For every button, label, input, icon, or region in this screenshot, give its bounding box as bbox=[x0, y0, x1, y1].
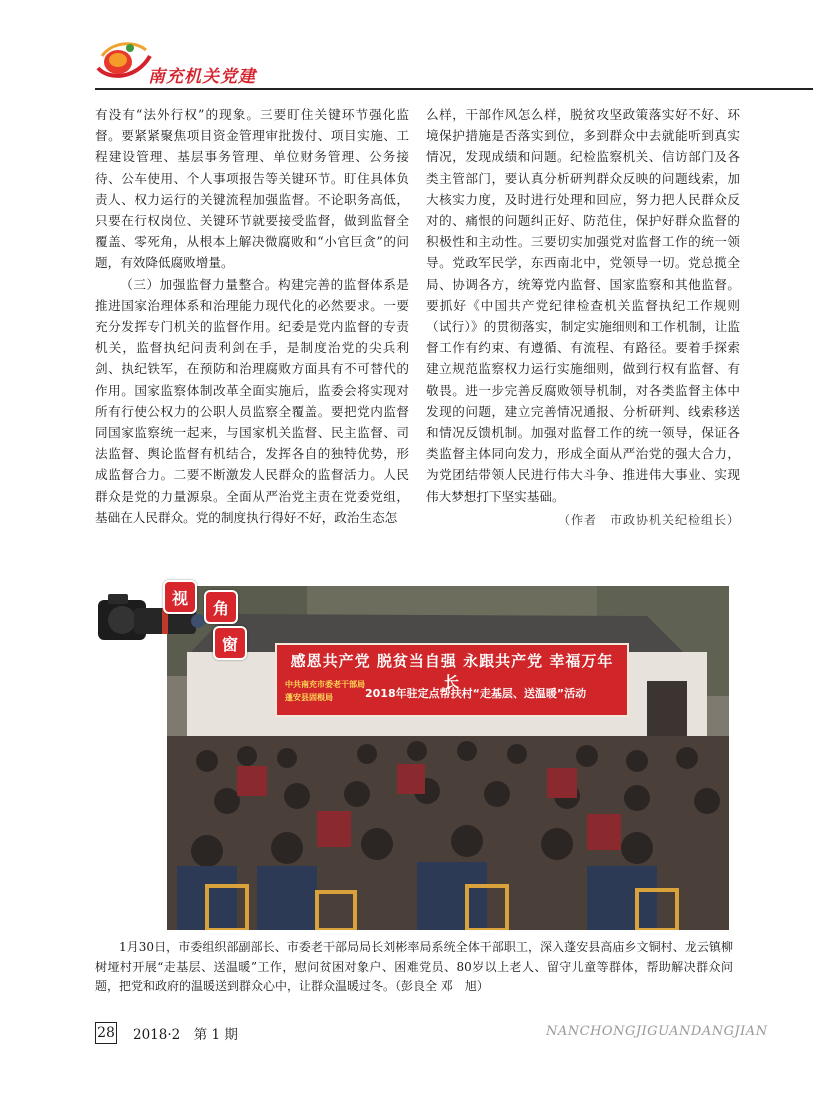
red-banner bbox=[275, 643, 629, 717]
page-number: 28 bbox=[95, 1022, 117, 1044]
event-photo bbox=[167, 586, 729, 930]
magazine-title: 南充机关党建 bbox=[148, 67, 256, 87]
article-right-column bbox=[426, 104, 740, 531]
photo-caption bbox=[95, 938, 733, 997]
magazine-logo-icon bbox=[96, 36, 152, 86]
paragraph: 么样，干部作风怎么样，脱贫攻坚政策落实好不好、环境保护措施是否落实到位，多到群众中去就能听到真实情况，发现成绩和问题。纪检监察机关、信访部门及各类主管部门，要认真分析研判群众反映的问题线索，加大核实力度，及时进行处理和回应，努力把人民群众反对的、痛恨的问题纠正好、防范住，保护好群众监督的积极性和主动性。三要切实加强党对监督工作的统一领导。党政军民学，东西南北中，党领导一切。党总揽全局、协调各方，统筹党内监督、国家监察和其他监督。要抓好《中国共产党纪律检查机关监督执纪工作规则（试行）》的贯彻落实，制定实施细则和工作机制，让监督工作有约束、有遵循、有流程、有路径。要着手探索建立规范监察权力运行实施细则，做到行权有监督、有敬畏。进一步完善反腐败领导机制，对各类监督主体中发现的问题，建立完善情况通报、分析研判、线索移送和情况反馈机制。加强对监督工作的统一领导，保证各类监督主体同向发力，形成全面从严治党的强大合力，为党团结带领人民进行伟大斗争、推进伟大事业、实现伟大梦想打下坚实基础。 bbox=[426, 107, 740, 504]
issue-label: 2018·2 第 1 期 bbox=[133, 1027, 238, 1043]
author-byline: （作者 市政协机关纪检组长） bbox=[557, 512, 740, 527]
badge-jiao: 角 bbox=[204, 590, 238, 624]
header-divider bbox=[95, 88, 813, 90]
paragraph: （三）加强监督力量整合。构建完善的监督体系是推进国家治理体系和治理能力现代化的必然要求。一要充分发挥专门机关的监督作用。纪委是党内监督的专责机关，监督执纪问责利剑在手，是制度治党的尖兵利剑、执纪铁军，在预防和治理腐败方面具有不可替代的作用。国家监察体制改革全面实施后，监委会将实现对所有行使公权力的公职人员监察全覆盖。要把党内监督同国家监察统一起来，与国家机关监督、民主监督、司法监督、舆论监督有机结合，发挥各自的独特优势，形成监督合力。二要不断激发人民群众的监督活力。人民群众是党的力量源泉。全面从严治党主责在党委党组，基础在人民群众。党的制度执行得好不好，政治生态怎 bbox=[95, 276, 409, 525]
badge-shi: 视 bbox=[163, 580, 197, 614]
footer-brand: NANCHONGJIGUANDANGJIAN bbox=[546, 1024, 768, 1039]
banner-org: 中共南充市委老干部局 bbox=[285, 680, 365, 689]
badge-chuang: 窗 bbox=[213, 626, 247, 660]
article-left-column bbox=[95, 104, 409, 528]
banner-activity: 2018年驻定点帮扶村“走基层、送温暖”活动 bbox=[365, 687, 587, 700]
banner-org: 蓬安县固根局 bbox=[285, 693, 333, 702]
paragraph: 有没有“法外行权”的现象。三要盯住关键环节强化监督。要紧紧聚焦项目资金管理审批拨付、项目实施、工程建设管理、基层事务管理、单位财务管理、公务接待、公车使用、个人事项报告等关键环节。盯住具体负责人、权力运行的关键流程加强监督。不论职务高低，只要在行权岗位、关键环节就要接受监督，做到监督全覆盖、零死角，从根本上解决微腐败和“小官巨贪”的问题，有效降低腐败增量。 bbox=[95, 107, 409, 271]
caption-text: 1月30日，市委组织部副部长、市委老干部局局长刘彬率局系统全体干部职工，深入蓬安县高庙乡文铜村、龙云镇柳树垭村开展“走基层、送温暖”工作，慰问贫困对象户、困难党员、80岁以上老人、留守儿童等群体，帮助解决群众问题，把党和政府的温暖送到群众心中，让群众温暖过冬。（彭良全 邓 旭） bbox=[95, 940, 733, 994]
banner-slogan: 感恩共产党 脱贫当自强 永跟共产党 幸福万年长 bbox=[290, 652, 614, 691]
